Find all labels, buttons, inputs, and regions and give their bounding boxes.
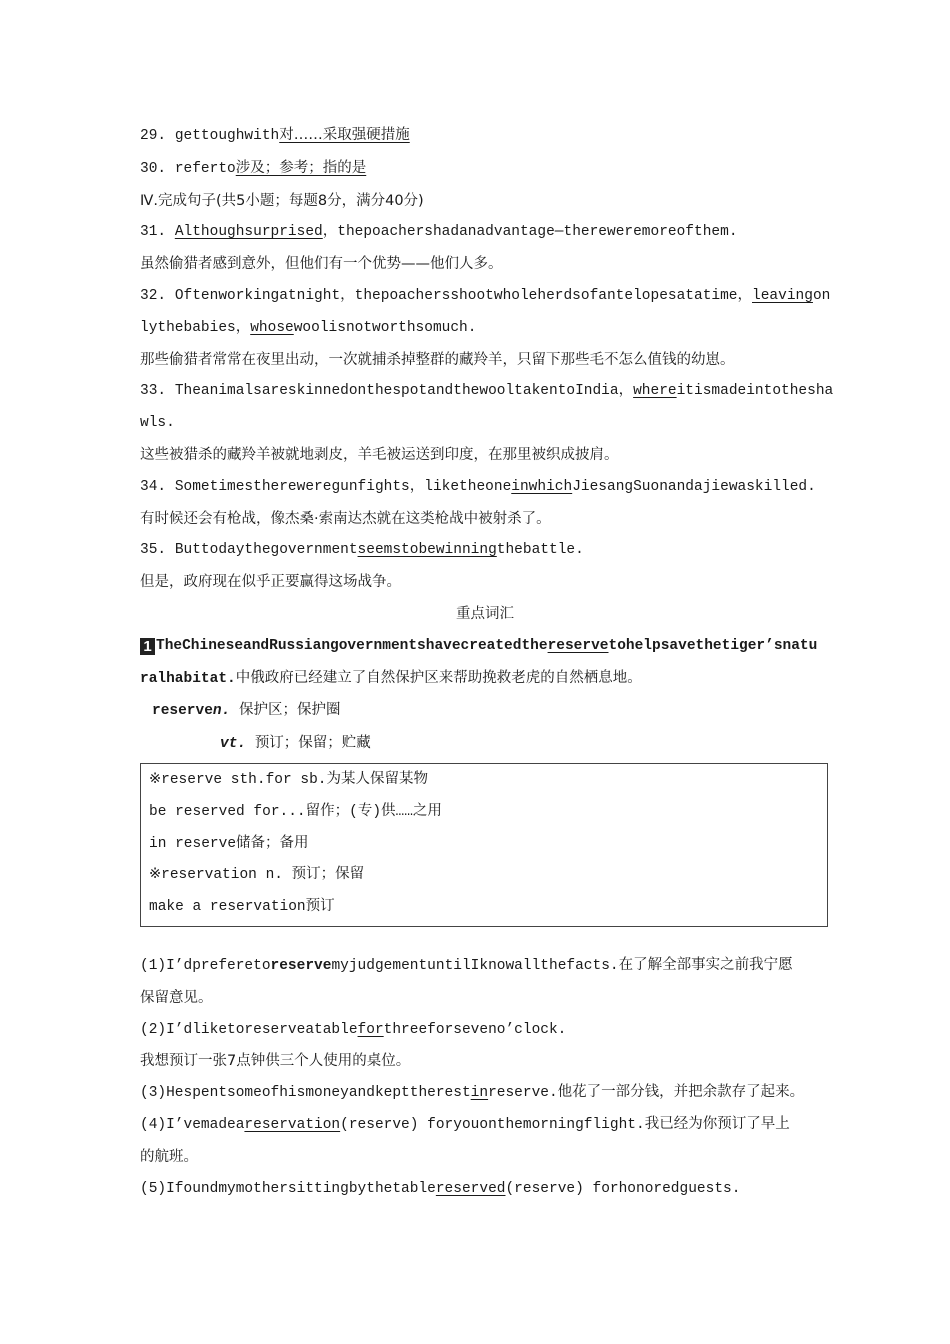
usage-line: make a reservation预订 xyxy=(149,899,335,916)
sentence-35 xyxy=(140,535,830,567)
vocab-sentence-line1 xyxy=(140,631,830,663)
answer-blank: in xyxy=(470,1085,489,1102)
part-of-speech: n. xyxy=(212,703,231,720)
number-badge-icon: 1 xyxy=(140,638,155,655)
keyword: reserve xyxy=(547,637,609,654)
item-number: 34. xyxy=(140,478,167,495)
translation-34: 有时候还会有枪战，像杰桑·索南达杰就在这类枪战中被射杀了。 xyxy=(140,510,551,527)
sentence-32-line2 xyxy=(140,313,830,345)
answer-blank: leaving xyxy=(752,287,813,304)
phrase-en: gettoughwith xyxy=(174,128,280,144)
sentence-text: threeforseveno’clock. xyxy=(383,1021,567,1038)
definition: 预订；保留；贮藏 xyxy=(254,735,371,752)
sentence-text: TheChineseandRussiangovernmentshavecreatedthe xyxy=(156,637,548,654)
phrase-en: referto xyxy=(174,160,236,177)
sentence-text: ralhabitat. xyxy=(140,670,236,687)
item-number: 31. xyxy=(140,224,167,241)
answer-blank: where xyxy=(633,383,677,400)
sentence-32-line1 xyxy=(140,281,830,313)
sentence-33-line2: wls. xyxy=(140,415,175,432)
phrase-29 xyxy=(140,120,830,153)
item-number: 29. xyxy=(140,128,167,144)
sentence-text: on xyxy=(812,287,831,304)
vocab-sentence-line2 xyxy=(140,663,830,696)
sentence-text: (1)I’dprefereto xyxy=(140,957,271,974)
keyword: reserve xyxy=(270,957,332,974)
sentence-text: (5)Ifoundmymothersittingbythetable xyxy=(140,1180,436,1197)
sentence-translation: 中俄政府已经建立了自然保护区来帮助挽救老虎的自然栖息地。 xyxy=(235,669,642,686)
answer-blank: reserved xyxy=(435,1180,506,1197)
usage-line: be reserved for...留作；(专)供……之用 xyxy=(149,803,442,820)
phrase-zh: 对……采取强硬措施 xyxy=(279,127,410,143)
sentence-text: tohelpsavethetiger’snatu xyxy=(608,637,818,654)
sentence-text: (2)I’dliketoreserveatable xyxy=(140,1021,358,1038)
phrase-30 xyxy=(140,153,830,186)
phrase-zh: 涉及；参考；指的是 xyxy=(235,159,367,176)
sentence-text: itismadeintothesha xyxy=(676,383,834,400)
sentence-text: (3)Hespentsomeofhismoneyandkepttherest xyxy=(140,1085,471,1102)
definition-noun xyxy=(140,695,830,728)
sentence-text: Buttodaythegovernment xyxy=(174,542,358,559)
sentence-text: woolisnotworthsomuch. xyxy=(293,319,477,336)
headword: reserve xyxy=(152,703,213,720)
example-2-translation: 我想预订一张7点钟供三个人使用的桌位。 xyxy=(140,1053,411,1070)
sentence-text: (reserve) foryouonthemorningflight.我已经为你预订了早上 xyxy=(340,1116,790,1133)
answer-blank: Althoughsurprised xyxy=(174,224,323,241)
answer-blank: whose xyxy=(250,319,294,336)
example-4-line1 xyxy=(140,1110,830,1142)
sentence-text: TheanimalsareskinnedonthespotandthewooltakentoIndia， xyxy=(174,383,634,400)
usage-box xyxy=(140,763,828,927)
sentence-text: Oftenworkingatnight，thepoachersshootwholeherdsofantelopesatatime， xyxy=(174,287,753,304)
sentence-text: ，thepoachershadanadvantage—thereweremoreofthem. xyxy=(322,224,738,241)
answer-blank: seemstobewinning xyxy=(357,542,497,559)
section-heading: Ⅳ.完成句子(共5小题；每题8分，满分40分) xyxy=(140,192,424,209)
definition-verb xyxy=(140,728,830,761)
translation-32: 那些偷猎者常常在夜里出动，一次就捕杀掉整群的藏羚羊，只留下那些毛不怎么值钱的幼崽。 xyxy=(140,351,735,368)
answer-blank: inwhich xyxy=(511,478,573,495)
usage-line: ※reservation n. 预订；保留 xyxy=(149,867,365,884)
spacer xyxy=(140,937,830,951)
document-page xyxy=(140,120,834,1205)
sentence-text: JiesangSuonandajiewaskilled. xyxy=(572,478,816,495)
answer-blank: for xyxy=(357,1021,384,1038)
sentence-text: thebattle. xyxy=(496,542,584,559)
example-3 xyxy=(140,1078,830,1110)
definition: 保护区；保护圈 xyxy=(239,702,341,719)
sentence-34 xyxy=(140,472,830,504)
example-4-line2: 的航班。 xyxy=(140,1148,198,1165)
part-of-speech: vt. xyxy=(220,736,247,753)
sentence-33-line1 xyxy=(140,376,834,408)
sentence-text: lythebabies， xyxy=(140,319,251,336)
vocab-heading: 重点词汇 xyxy=(456,605,514,622)
sentence-text: myjudgementuntilIknowallthefacts.在了解全部事实之前我宁愿 xyxy=(331,957,793,974)
translation-35: 但是，政府现在似乎正要赢得这场战争。 xyxy=(140,574,401,591)
example-1-line2: 保留意见。 xyxy=(140,989,213,1006)
answer-blank: reservation xyxy=(244,1116,341,1133)
translation-33: 这些被猎杀的藏羚羊被就地剥皮，羊毛被运送到印度，在那里被织成披肩。 xyxy=(140,446,619,463)
example-2 xyxy=(140,1015,830,1047)
translation-31: 虽然偷猎者感到意外，但他们有一个优势——他们人多。 xyxy=(140,256,503,273)
item-number: 33. xyxy=(140,383,167,400)
usage-line: ※reserve sth.for sb.为某人保留某物 xyxy=(149,771,428,788)
sentence-text: Sometimesthereweregunfights，liketheone xyxy=(174,478,512,495)
item-number: 30. xyxy=(140,160,167,177)
sentence-31 xyxy=(140,217,830,249)
example-1-line1 xyxy=(140,951,830,983)
example-5 xyxy=(140,1174,830,1206)
sentence-text: reserve.他花了一部分钱，并把余款存了起来。 xyxy=(488,1085,805,1102)
sentence-text: (4)I’vemadea xyxy=(140,1116,245,1133)
usage-line: in reserve储备；备用 xyxy=(149,835,309,852)
sentence-text: (reserve) forhonoredguests. xyxy=(505,1180,741,1197)
item-number: 35. xyxy=(140,542,167,559)
item-number: 32. xyxy=(140,287,167,304)
